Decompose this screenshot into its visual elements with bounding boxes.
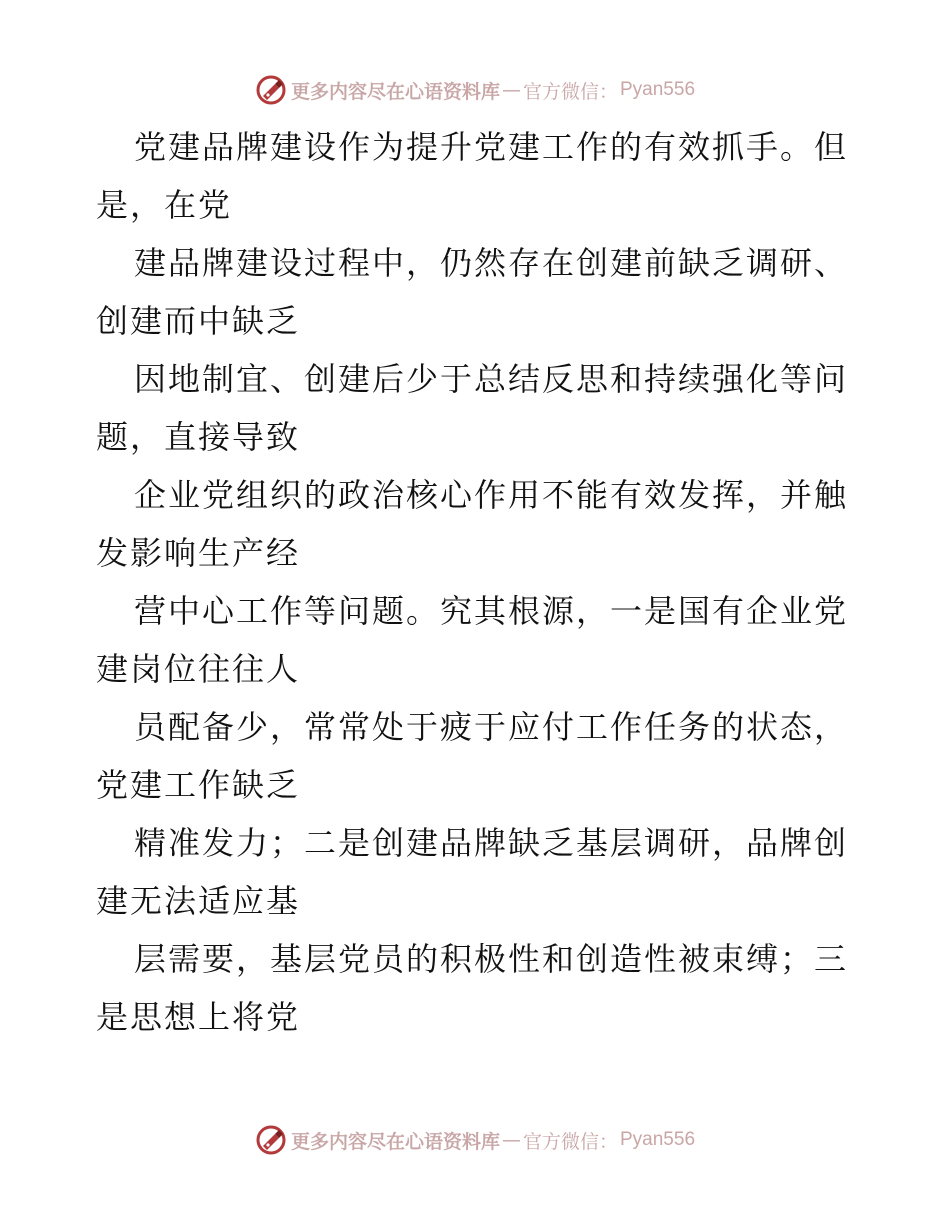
text-line: 党建品牌建设作为提升党建工作的有效抓手。但 — [134, 128, 849, 166]
wechat-id: Pyan556 — [620, 1129, 696, 1150]
pen-nib-circle-icon — [255, 74, 287, 106]
text-line: 是思想上将党 — [96, 998, 301, 1036]
text-line: 发影响生产经 — [96, 534, 301, 572]
banner-text: 更多内容尽在心语资料库 — [290, 80, 500, 103]
text-line: 员配备少，常常处于疲于应付工作任务的状态， — [134, 708, 849, 746]
text-line: 是，在党 — [96, 186, 233, 224]
wechat-label: 官方微信： — [522, 1130, 618, 1153]
wechat-label: 官方微信： — [522, 80, 618, 103]
text-line: 精准发力；二是创建品牌缺乏基层调研，品牌创 — [134, 824, 849, 862]
banner-separator: — — [501, 1129, 521, 1151]
banner-separator: — — [501, 79, 521, 101]
text-line: 题，直接导致 — [96, 418, 301, 456]
footer-banner — [0, 1120, 950, 1160]
wechat-id: Pyan556 — [620, 79, 696, 100]
text-line: 营中心工作等问题。究其根源，一是国有企业党 — [134, 592, 849, 630]
banner-text: 更多内容尽在心语资料库 — [290, 1130, 500, 1153]
header-banner — [0, 70, 950, 110]
text-line: 建品牌建设过程中，仍然存在创建前缺乏调研、 — [134, 244, 849, 282]
text-line: 创建而中缺乏 — [96, 302, 301, 340]
text-line: 因地制宜、创建后少于总结反思和持续强化等问 — [134, 360, 849, 398]
text-line: 层需要，基层党员的积极性和创造性被束缚；三 — [134, 940, 849, 978]
text-line: 企业党组织的政治核心作用不能有效发挥，并触 — [134, 476, 849, 514]
text-line: 建无法适应基 — [96, 882, 301, 920]
text-line: 建岗位往往人 — [96, 650, 301, 688]
pen-nib-circle-icon — [255, 1124, 287, 1156]
text-line: 党建工作缺乏 — [96, 766, 301, 804]
document-body — [96, 118, 856, 1046]
